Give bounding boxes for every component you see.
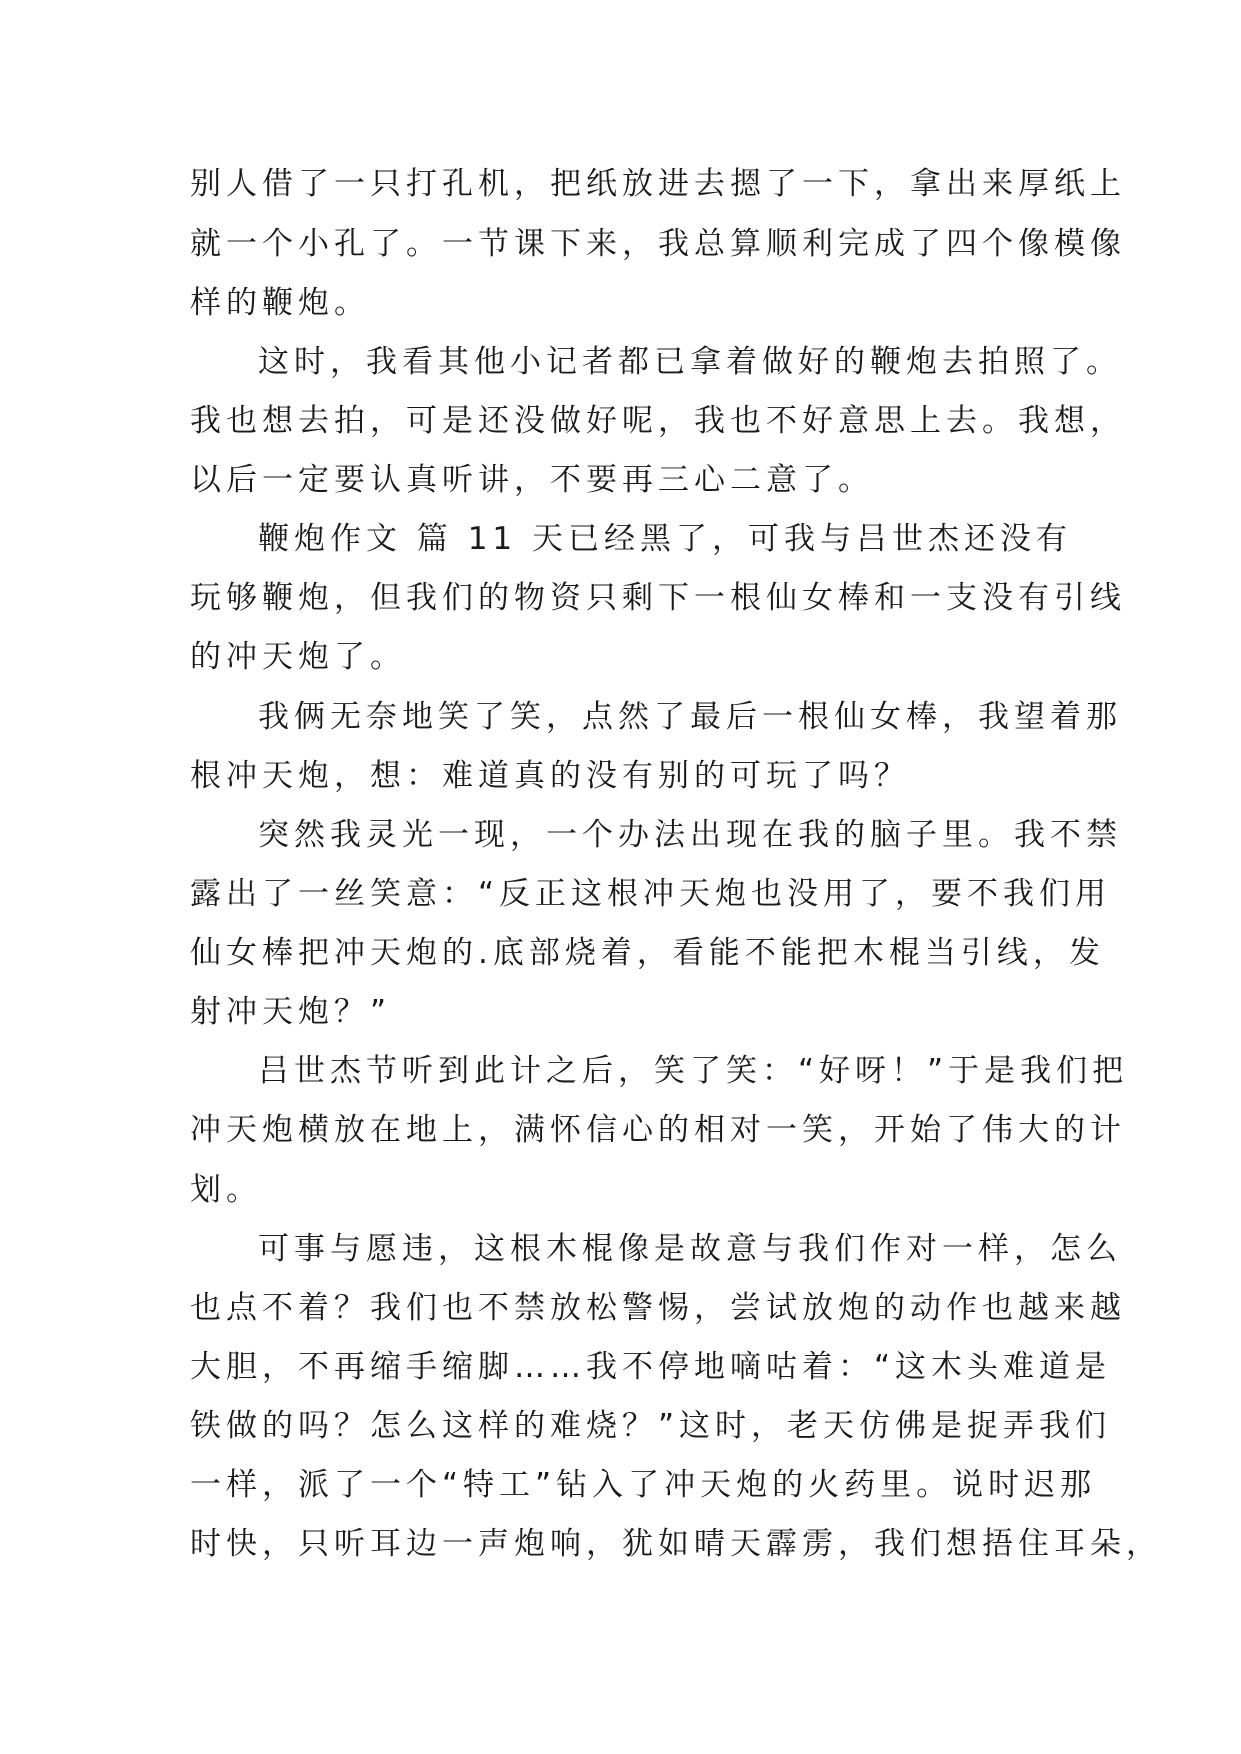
text-line: 以后一定要认真听讲，不要再三心二意了。 (190, 462, 874, 498)
text-line: 别人借了一只打孔机，把纸放进去摁了一下，拿出来厚纸上 (190, 166, 1126, 202)
text-line: 就一个小孔了。一节课下来，我总算顺利完成了四个像模像 (190, 226, 1126, 262)
text-line: 射冲天炮？” (190, 994, 392, 1030)
text-line: 我俩无奈地笑了笑，点然了最后一根仙女棒，我望着那 (258, 699, 1122, 735)
text-line: 划。 (190, 1172, 262, 1208)
text-line: 的冲天炮了。 (190, 639, 406, 675)
text-line: 我也想去拍，可是还没做好呢，我也不好意思上去。我想， (190, 403, 1126, 439)
text-line: 冲天炮横放在地上，满怀信心的相对一笑，开始了伟大的计 (190, 1112, 1126, 1148)
text-line: 玩够鞭炮，但我们的物资只剩下一根仙女棒和一支没有引线 (190, 580, 1126, 616)
text-line: 露出了一丝笑意：“反正这根冲天炮也没用了，要不我们用 (190, 876, 1112, 912)
text-line: 突然我灵光一现，一个办法出现在我的脑子里。我不禁 (258, 817, 1122, 853)
text-line: 仙女棒把冲天炮的.底部烧着，看能不能把木棍当引线，发 (190, 935, 1105, 971)
text-line: 一样，派了一个“特工”钻入了冲天炮的火药里。说时迟那 (190, 1467, 1097, 1503)
text-line: 样的鞭炮。 (190, 285, 370, 321)
text-line: 铁做的吗？怎么这样的难烧？”这时，老天仿佛是捉弄我们 (190, 1408, 1112, 1444)
text-line: 大胆，不再缩手缩脚……我不停地嘀咕着：“这木头难道是 (190, 1349, 1112, 1385)
text-line: 也点不着？我们也不禁放松警惕，尝试放炮的动作也越来越 (190, 1290, 1126, 1326)
text-line: 可事与愿违，这根木棍像是故意与我们作对一样，怎么 (258, 1231, 1122, 1267)
section-heading-line: 鞭炮作文 篇 11 天已经黑了，可我与吕世杰还没有 (258, 521, 1073, 557)
text-line: 这时，我看其他小记者都已拿着做好的鞭炮去拍照了。 (258, 344, 1122, 380)
text-line: 吕世杰节听到此计之后，笑了笑：“好呀！”于是我们把 (258, 1053, 1129, 1089)
text-line: 根冲天炮，想：难道真的没有别的可玩了吗？ (190, 758, 910, 794)
text-line: 时快，只听耳边一声炮响，犹如晴天霹雳，我们想捂住耳朵， (190, 1526, 1162, 1562)
